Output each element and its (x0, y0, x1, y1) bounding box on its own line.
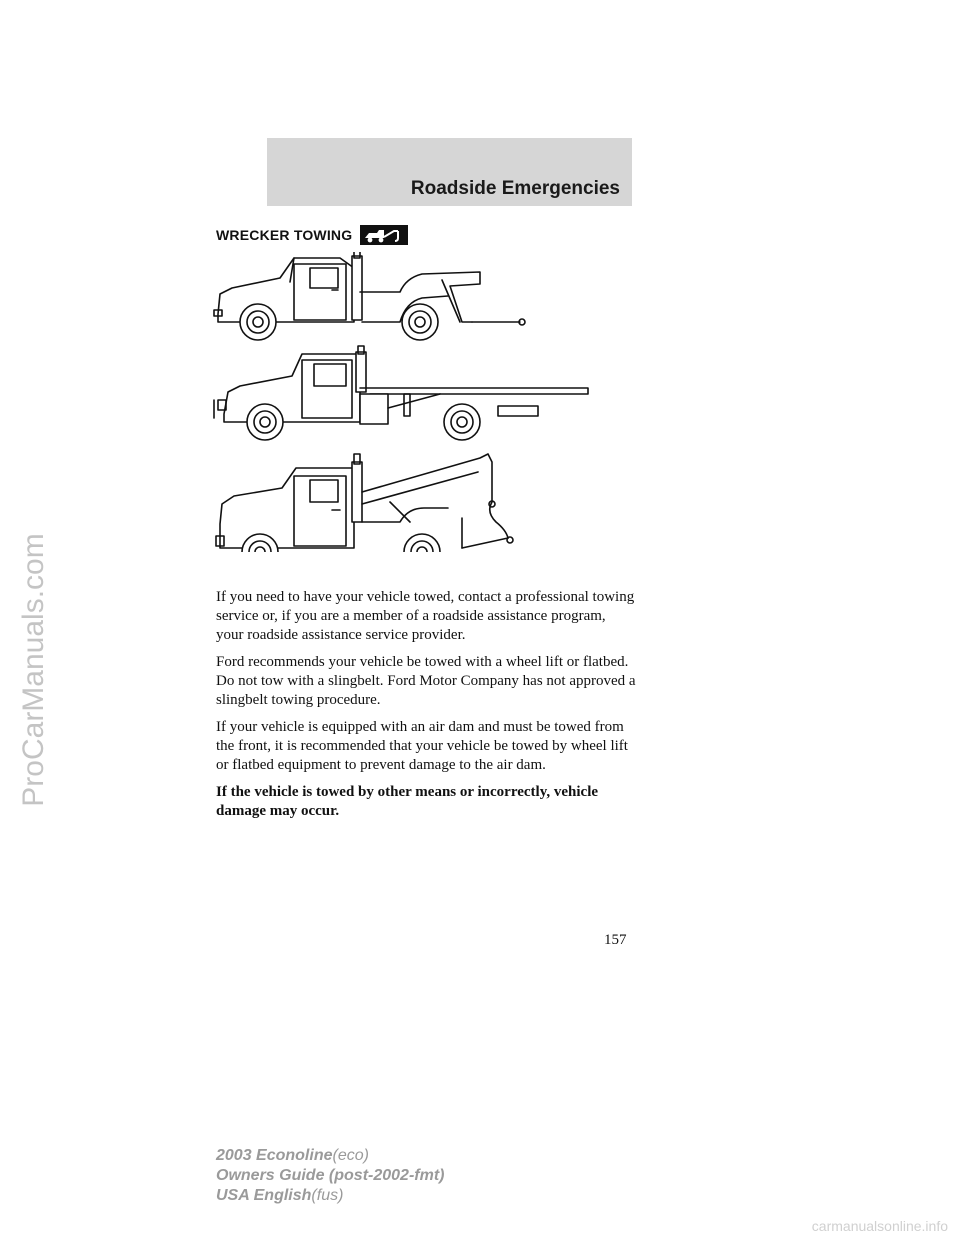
section-title: Roadside Emergencies (410, 178, 620, 199)
footer-language: USA English (216, 1187, 312, 1204)
body-text (216, 588, 636, 829)
warning-text: If the vehicle is towed by other means or incorrectly, vehicle damage may occur. (216, 784, 599, 819)
footer-line-guide (216, 1166, 444, 1186)
wrecker-boom-truck-illustration (216, 454, 513, 552)
footer-line-language (216, 1186, 444, 1206)
paragraph: Ford recommends your vehicle be towed with a wheel lift or flatbed. Do not tow with a slingbelt. Ford Motor Company has not approved a slingbelt towing procedure. (216, 654, 636, 708)
footer-language-code: (fus) (311, 1187, 344, 1204)
flatbed-truck-illustration (214, 346, 588, 440)
wheel-lift-truck-illustration (214, 252, 525, 340)
footer-site-watermark: carmanualsonline.info (811, 1218, 948, 1234)
footer-guide: Owners Guide (post-2002-fmt) (216, 1167, 445, 1184)
footer-line-model (216, 1146, 444, 1166)
paragraph: If you need to have your vehicle towed, contact a professional towing service or, if you are a member of a roadside assistance program, your roadside assistance service provider. (216, 589, 635, 643)
towing-illustrations (210, 252, 600, 552)
tow-truck-icon (360, 225, 408, 245)
footer-model: 2003 Econoline (216, 1147, 333, 1164)
footer-model-code: (eco) (332, 1147, 369, 1164)
page-heading (216, 225, 408, 245)
watermark-text: ProCarManuals.com (17, 533, 50, 807)
paragraph: If your vehicle is equipped with an air dam and must be towed from the front, it is recommended that your vehicle be towed by wheel lift or flatbed equipment to prevent damage to the air dam. (216, 719, 628, 773)
watermark (4, 480, 64, 860)
page-number: 157 (604, 932, 627, 948)
heading-text: WRECKER TOWING (216, 227, 353, 243)
document-footer (216, 1146, 444, 1206)
section-header (267, 138, 632, 206)
